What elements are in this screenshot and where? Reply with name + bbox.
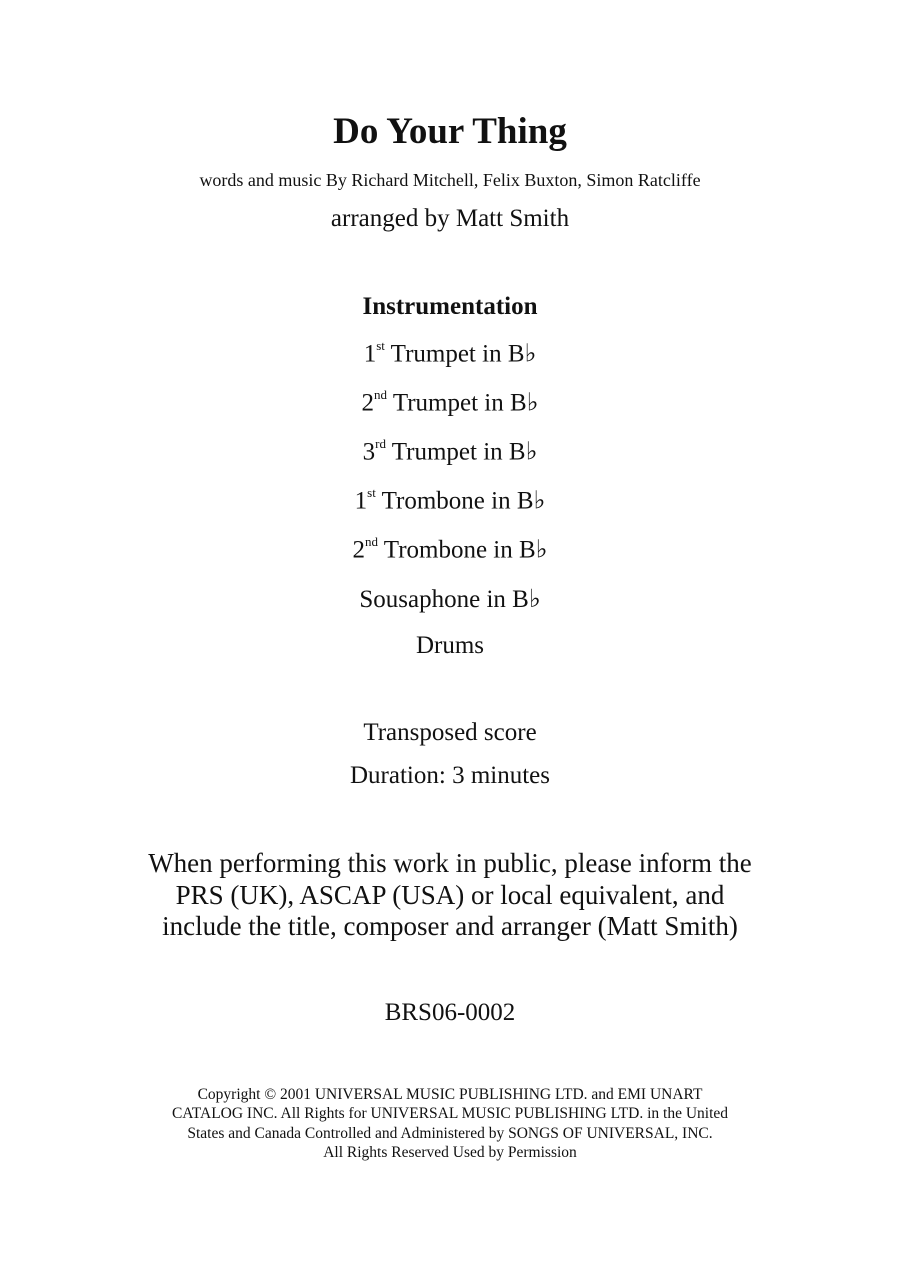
songwriter-credits: words and music By Richard Mitchell, Felix Buxton, Simon Ratcliffe bbox=[199, 170, 701, 190]
instrument-number: 3 bbox=[362, 438, 376, 466]
instrument-ordinal: rd bbox=[375, 436, 386, 451]
score-duration: Duration: 3 minutes bbox=[350, 762, 550, 789]
instrument-ordinal: st bbox=[367, 485, 376, 500]
instrument-name: Trombone in B♭ bbox=[378, 536, 548, 564]
instrument-item bbox=[0, 587, 900, 612]
catalog-number: BRS06-0002 bbox=[384, 999, 516, 1026]
instrument-name: Trumpet in B♭ bbox=[385, 438, 538, 466]
instrument-item bbox=[0, 338, 900, 368]
instrument-name: Trombone in B♭ bbox=[375, 487, 546, 515]
copyright-line: CATALOG INC. All Rights for UNIVERSAL MUSIC PUBLISHING LTD. in the United bbox=[171, 1105, 729, 1122]
instrument-number: 1 bbox=[354, 487, 368, 515]
instrument-name: Trumpet in B♭ bbox=[387, 389, 539, 417]
score-type: Transposed score bbox=[363, 719, 537, 746]
instrument-name: Drums bbox=[415, 632, 485, 659]
instrument-ordinal: st bbox=[376, 338, 385, 353]
arranger-credit: arranged by Matt Smith bbox=[330, 205, 570, 232]
instrument-name: Trumpet in B♭ bbox=[384, 340, 537, 368]
instrument-number: 2 bbox=[352, 536, 365, 564]
instrument-name: Sousaphone in B♭ bbox=[359, 586, 541, 613]
instrument-item bbox=[0, 633, 900, 658]
song-title: Do Your Thing bbox=[333, 111, 567, 152]
instrument-item bbox=[0, 534, 900, 564]
instrumentation-heading: Instrumentation bbox=[362, 293, 538, 320]
instrument-number: 1 bbox=[363, 340, 377, 368]
copyright-line: All Rights Reserved Used by Permission bbox=[323, 1144, 577, 1161]
notice-line: When performing this work in public, please inform the bbox=[148, 848, 752, 878]
instrument-item bbox=[0, 485, 900, 515]
instrument-ordinal: nd bbox=[365, 534, 378, 549]
copyright-line: States and Canada Controlled and Administered by SONGS OF UNIVERSAL, INC. bbox=[187, 1125, 713, 1142]
instrument-item bbox=[0, 436, 900, 466]
copyright-line: Copyright © 2001 UNIVERSAL MUSIC PUBLISHING LTD. and EMI UNART bbox=[197, 1086, 703, 1103]
instrument-ordinal: nd bbox=[374, 387, 388, 402]
instrument-number: 2 bbox=[361, 389, 375, 417]
notice-line: include the title, composer and arranger (Matt Smith) bbox=[162, 911, 738, 941]
instrument-item bbox=[0, 387, 900, 417]
notice-line: PRS (UK), ASCAP (USA) or local equivalent, and bbox=[175, 880, 725, 910]
